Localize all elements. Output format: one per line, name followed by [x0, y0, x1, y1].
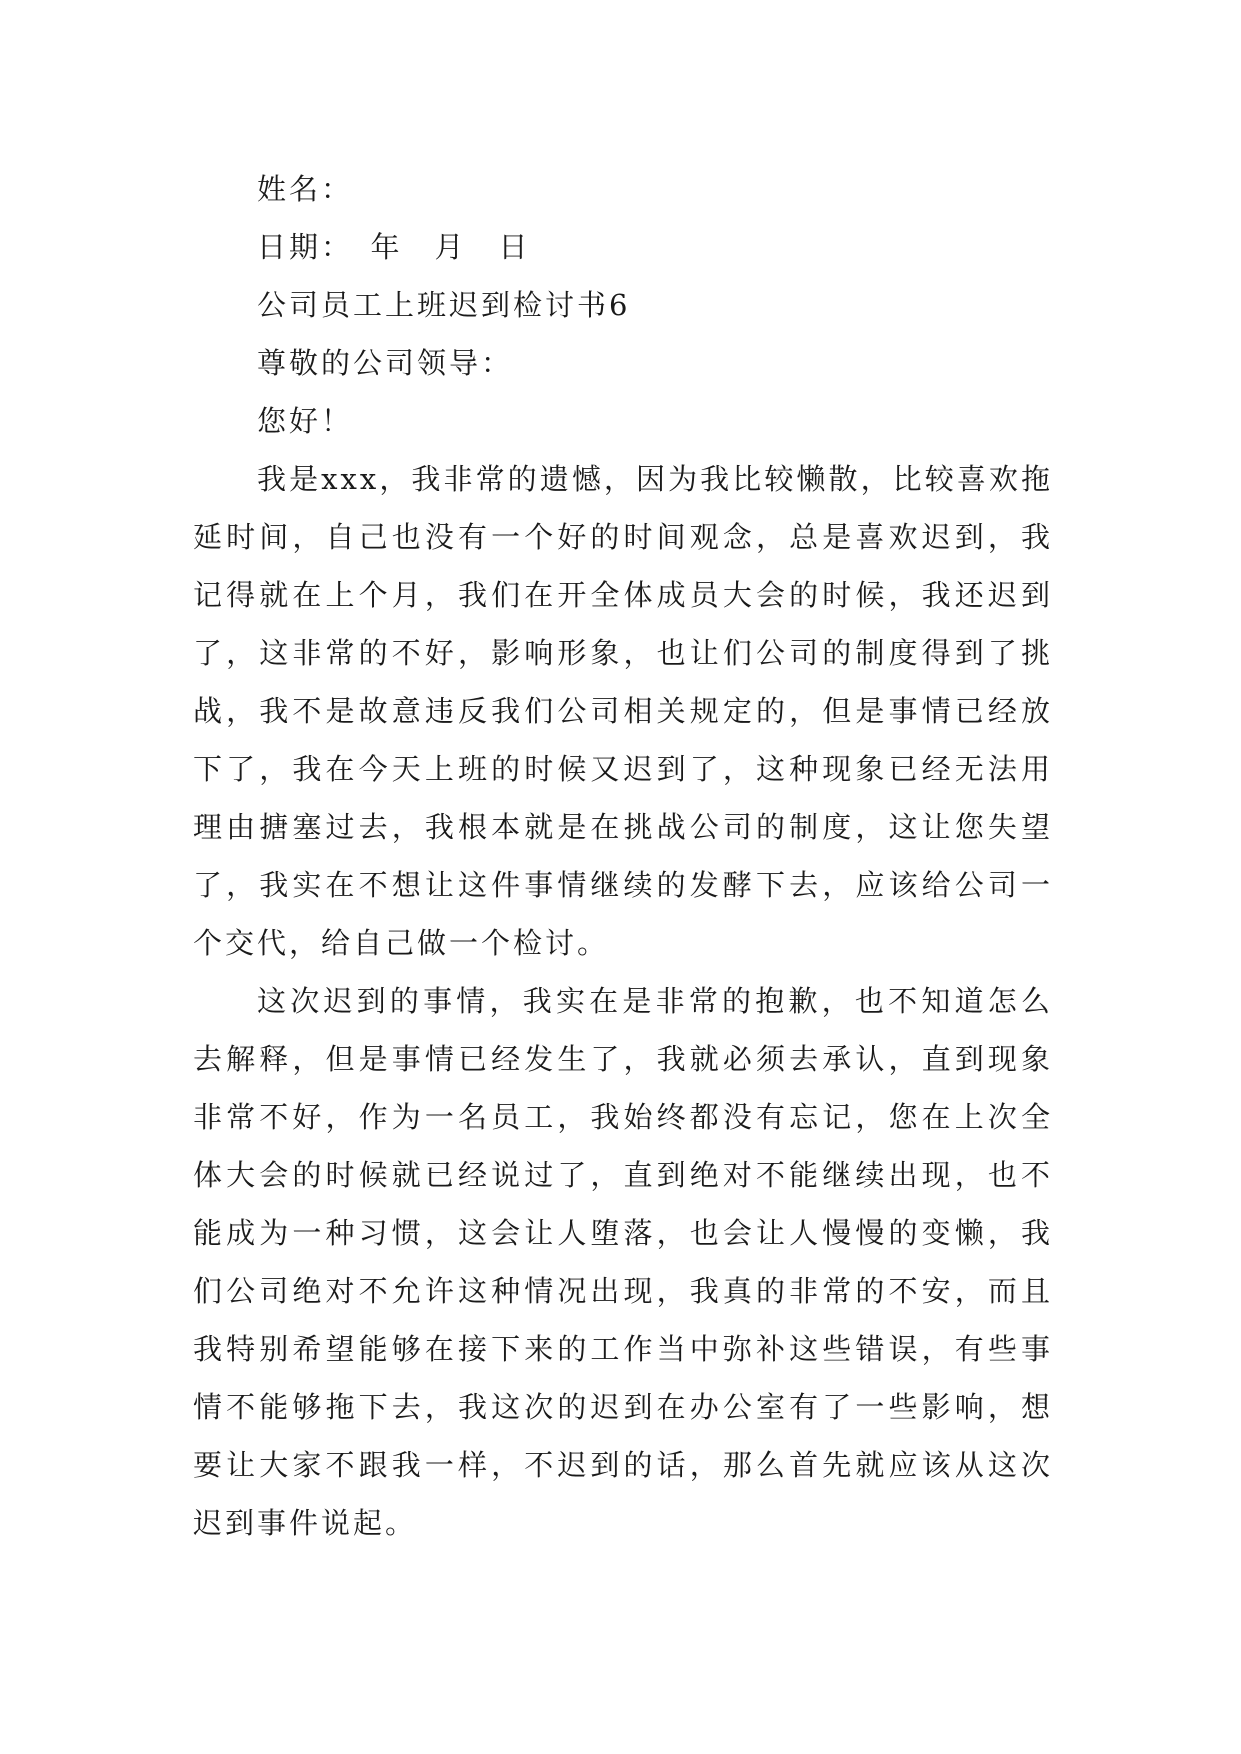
- letter-salutation: 尊敬的公司领导：: [257, 346, 514, 380]
- name-field-label: 姓名：: [257, 172, 354, 206]
- date-field-label: 日期： 年 月 日: [257, 230, 531, 264]
- document-body: [193, 160, 1053, 1552]
- body-paragraph-2: 这次迟到的事情，我实在是非常的抱歉，也不知道怎么去解释，但是事情已经发生了，我就必须去承认，直到现象非常不好，作为一名员工，我始终都没有忘记，您在上次全体大会的时候就已经说过了，直到绝对不能继续出现，也不能成为一种习惯，这会让人堕落，也会让人慢慢的变懒，我们公司绝对不允许这种情况出现，我真的非常的不安，而且我特别希望能够在接下来的工作当中弥补这些错误，有些事情不能够拖下去，我这次的迟到在办公室有了一些影响，想要让大家不跟我一样，不迟到的话，那么首先就应该从这次迟到事件说起。: [193, 984, 1053, 1540]
- letter-title: 公司员工上班迟到检讨书6: [257, 288, 631, 322]
- body-paragraph-1: 我是xxx，我非常的遗憾，因为我比较懒散，比较喜欢拖延时间，自己也没有一个好的时间观念，总是喜欢迟到，我记得就在上个月，我们在开全体成员大会的时候，我还迟到了，这非常的不好，影响形象，也让们公司的制度得到了挑战，我不是故意违反我们公司相关规定的，但是事情已经放下了，我在今天上班的时候又迟到了，这种现象已经无法用理由搪塞过去，我根本就是在挑战公司的制度，这让您失望了，我实在不想让这件事情继续的发酵下去，应该给公司一个交代，给自己做一个检讨。: [193, 462, 1053, 960]
- letter-greeting: 您好！: [257, 404, 354, 438]
